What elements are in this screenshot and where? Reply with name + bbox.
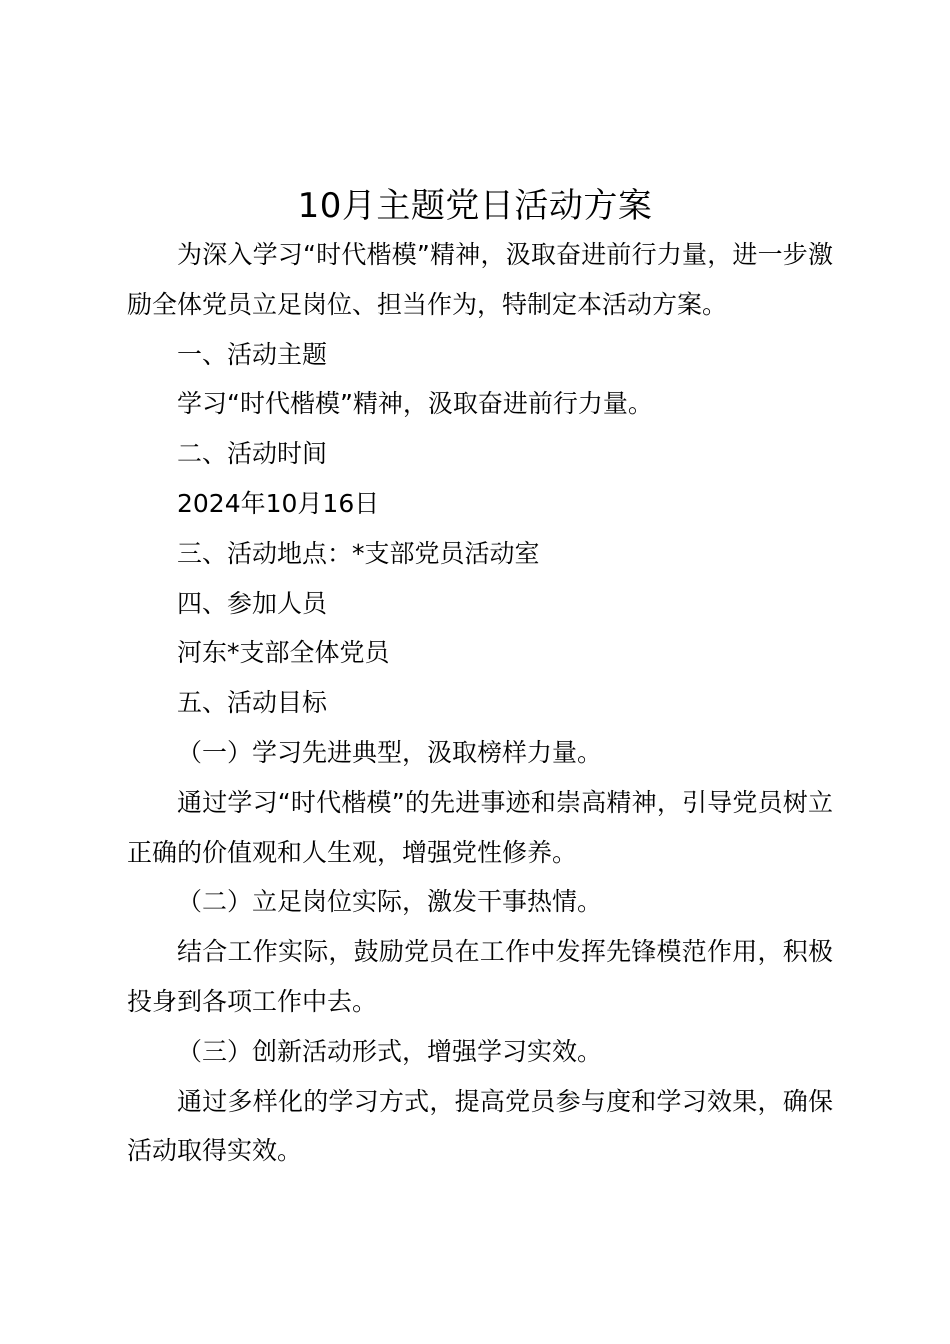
- goal-2-text: 结合工作实际，鼓励党员在工作中发挥先锋模范作用，积极投身到各项工作中去。: [127, 937, 833, 1016]
- intro-paragraph: 为深入学习“时代楷模”精神，汲取奋进前行力量，进一步激励全体党员立足岗位、担当作为，特制定本活动方案。: [127, 240, 833, 319]
- goal-3-heading: （三）创新活动形式，增强学习实效。: [177, 1036, 603, 1066]
- section-heading-theme: 一、活动主题: [177, 339, 328, 369]
- section-heading-goals: 五、活动目标: [177, 688, 328, 718]
- goal-2-heading: （二）立足岗位实际，激发干事热情。: [177, 887, 603, 917]
- participants-text: 河东*支部全体党员: [177, 638, 390, 668]
- goal-1-text: 通过学习“时代楷模”的先进事迹和崇高精神，引导党员树立正确的价值观和人生观，增强党性修养。: [127, 787, 833, 867]
- theme-text: 学习“时代楷模”精神，汲取奋进前行力量。: [177, 389, 653, 419]
- goal-3-text: 通过多样化的学习方式，提高党员参与度和学习效果，确保活动取得实效。: [127, 1086, 833, 1166]
- goal-1-heading: （一）学习先进典型，汲取榜样力量。: [177, 737, 603, 767]
- document-body: [127, 230, 833, 1176]
- section-heading-location: 三、活动地点：*支部党员活动室: [177, 538, 540, 568]
- section-heading-participants: 四、参加人员: [177, 588, 328, 618]
- document-title: 10月主题党日活动方案: [297, 186, 653, 226]
- section-heading-time: 二、活动时间: [177, 439, 328, 469]
- time-text: 2024年10月16日: [177, 488, 380, 518]
